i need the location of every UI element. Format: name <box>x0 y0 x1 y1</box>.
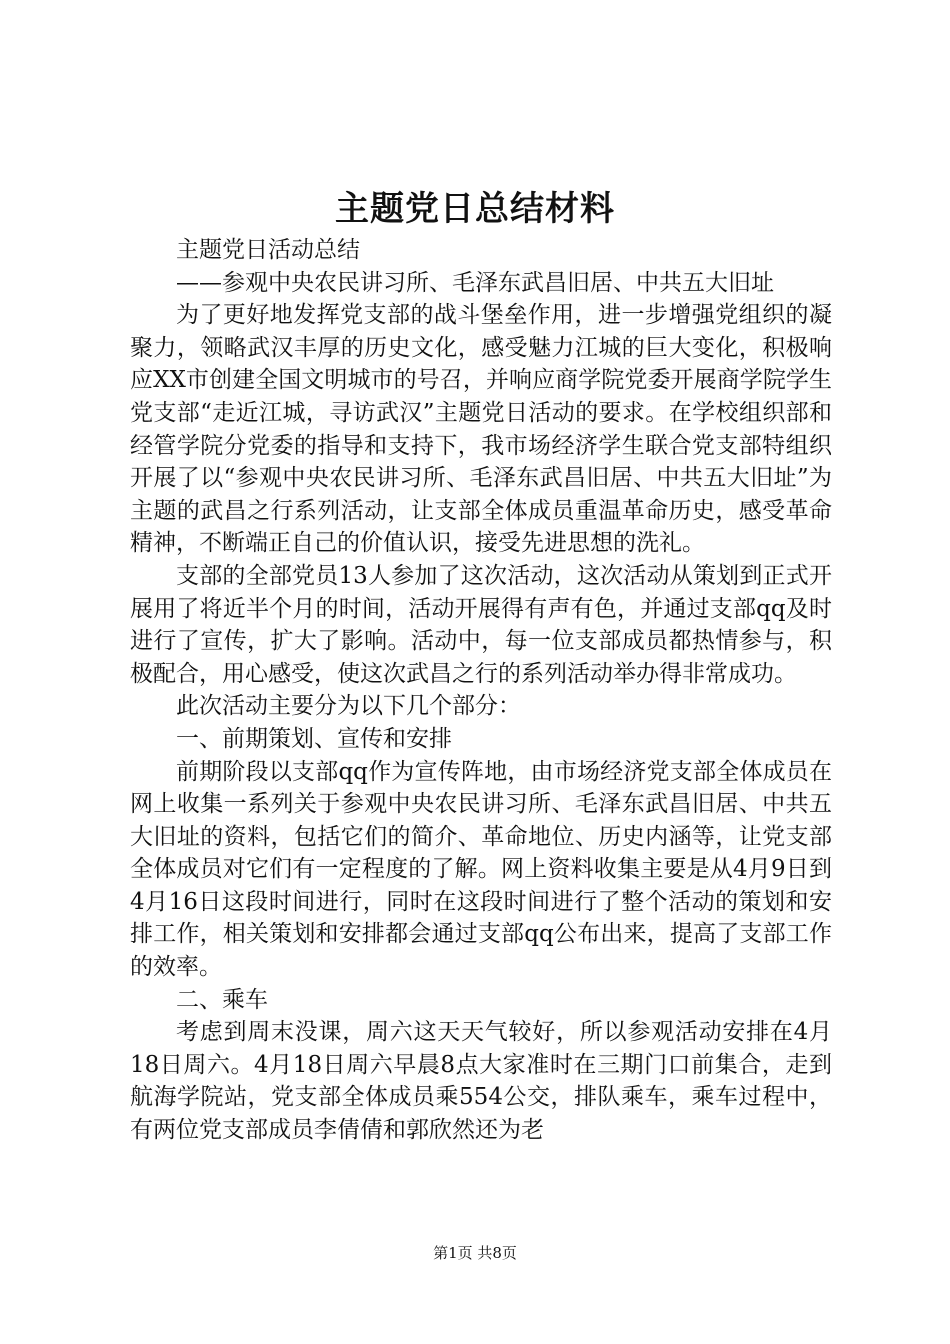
document-body <box>130 234 832 1147</box>
document-title: 主题党日总结材料 <box>335 189 615 229</box>
body-paragraph: 考虑到周末没课，周六这天天气较好，所以参观活动安排在4月18日周六。4月18日周六早晨8点大家准时在三期门口前集合，走到航海学院站，党支部全体成员乘554公交，排队乘车，乘车过程中，有两位党支部成员李倩倩和郭欣然还为老 <box>130 1019 832 1144</box>
subtitle-paragraph: 主题党日活动总结 <box>176 237 360 263</box>
body-paragraph: 支部的全部党员13人参加了这次活动，这次活动从策划到正式开展用了将近半个月的时间，活动开展得有声有色，并通过支部qq及时进行了宣传，扩大了影响。活动中，每一位支部成员都热情参与，积极配合，用心感受，使这次武昌之行的系列活动举办得非常成功。 <box>130 562 832 687</box>
body-paragraph: 为了更好地发挥党支部的战斗堡垒作用，进一步增强党组织的凝聚力，领略武汉丰厚的历史文化，感受魅力江城的巨大变化，积极响应XX市创建全国文明城市的号召，并响应商学院党委开展商学院学生党支部“走近江城，寻访武汉”主题党日活动的要求。在学校组织部和经管学院分党委的指导和支持下，我市场经济学生联合党支部特组织开展了以“参观中央农民讲习所、毛泽东武昌旧居、中共五大旧址”为主题的武昌之行系列活动，让支部全体成员重温革命历史，感受革命精神，不断端正自己的价值认识，接受先进思想的洗礼。 <box>130 302 832 557</box>
subtitle-dash-paragraph: ——参观中央农民讲习所、毛泽东武昌旧居、中共五大旧址 <box>176 269 774 296</box>
section-heading: 一、前期策划、宣传和安排 <box>176 725 452 752</box>
section-heading: 二、乘车 <box>176 986 268 1013</box>
page-footer: 第1页 共8页 <box>433 1244 517 1262</box>
body-paragraph: 前期阶段以支部qq作为宣传阵地，由市场经济党支部全体成员在网上收集一系列关于参观中央农民讲习所、毛泽东武昌旧居、中共五大旧址的资料，包括它们的简介、革命地位、历史内涵等，让党支部全体成员对它们有一定程度的了解。网上资料收集主要是从4月9日到4月16日这段时间进行，同时在这段时间进行了整个活动的策划和安排工作，相关策划和安排都会通过支部qq公布出来，提高了支部工作的效率。 <box>130 758 832 981</box>
body-paragraph: 此次活动主要分为以下几个部分： <box>176 693 521 720</box>
